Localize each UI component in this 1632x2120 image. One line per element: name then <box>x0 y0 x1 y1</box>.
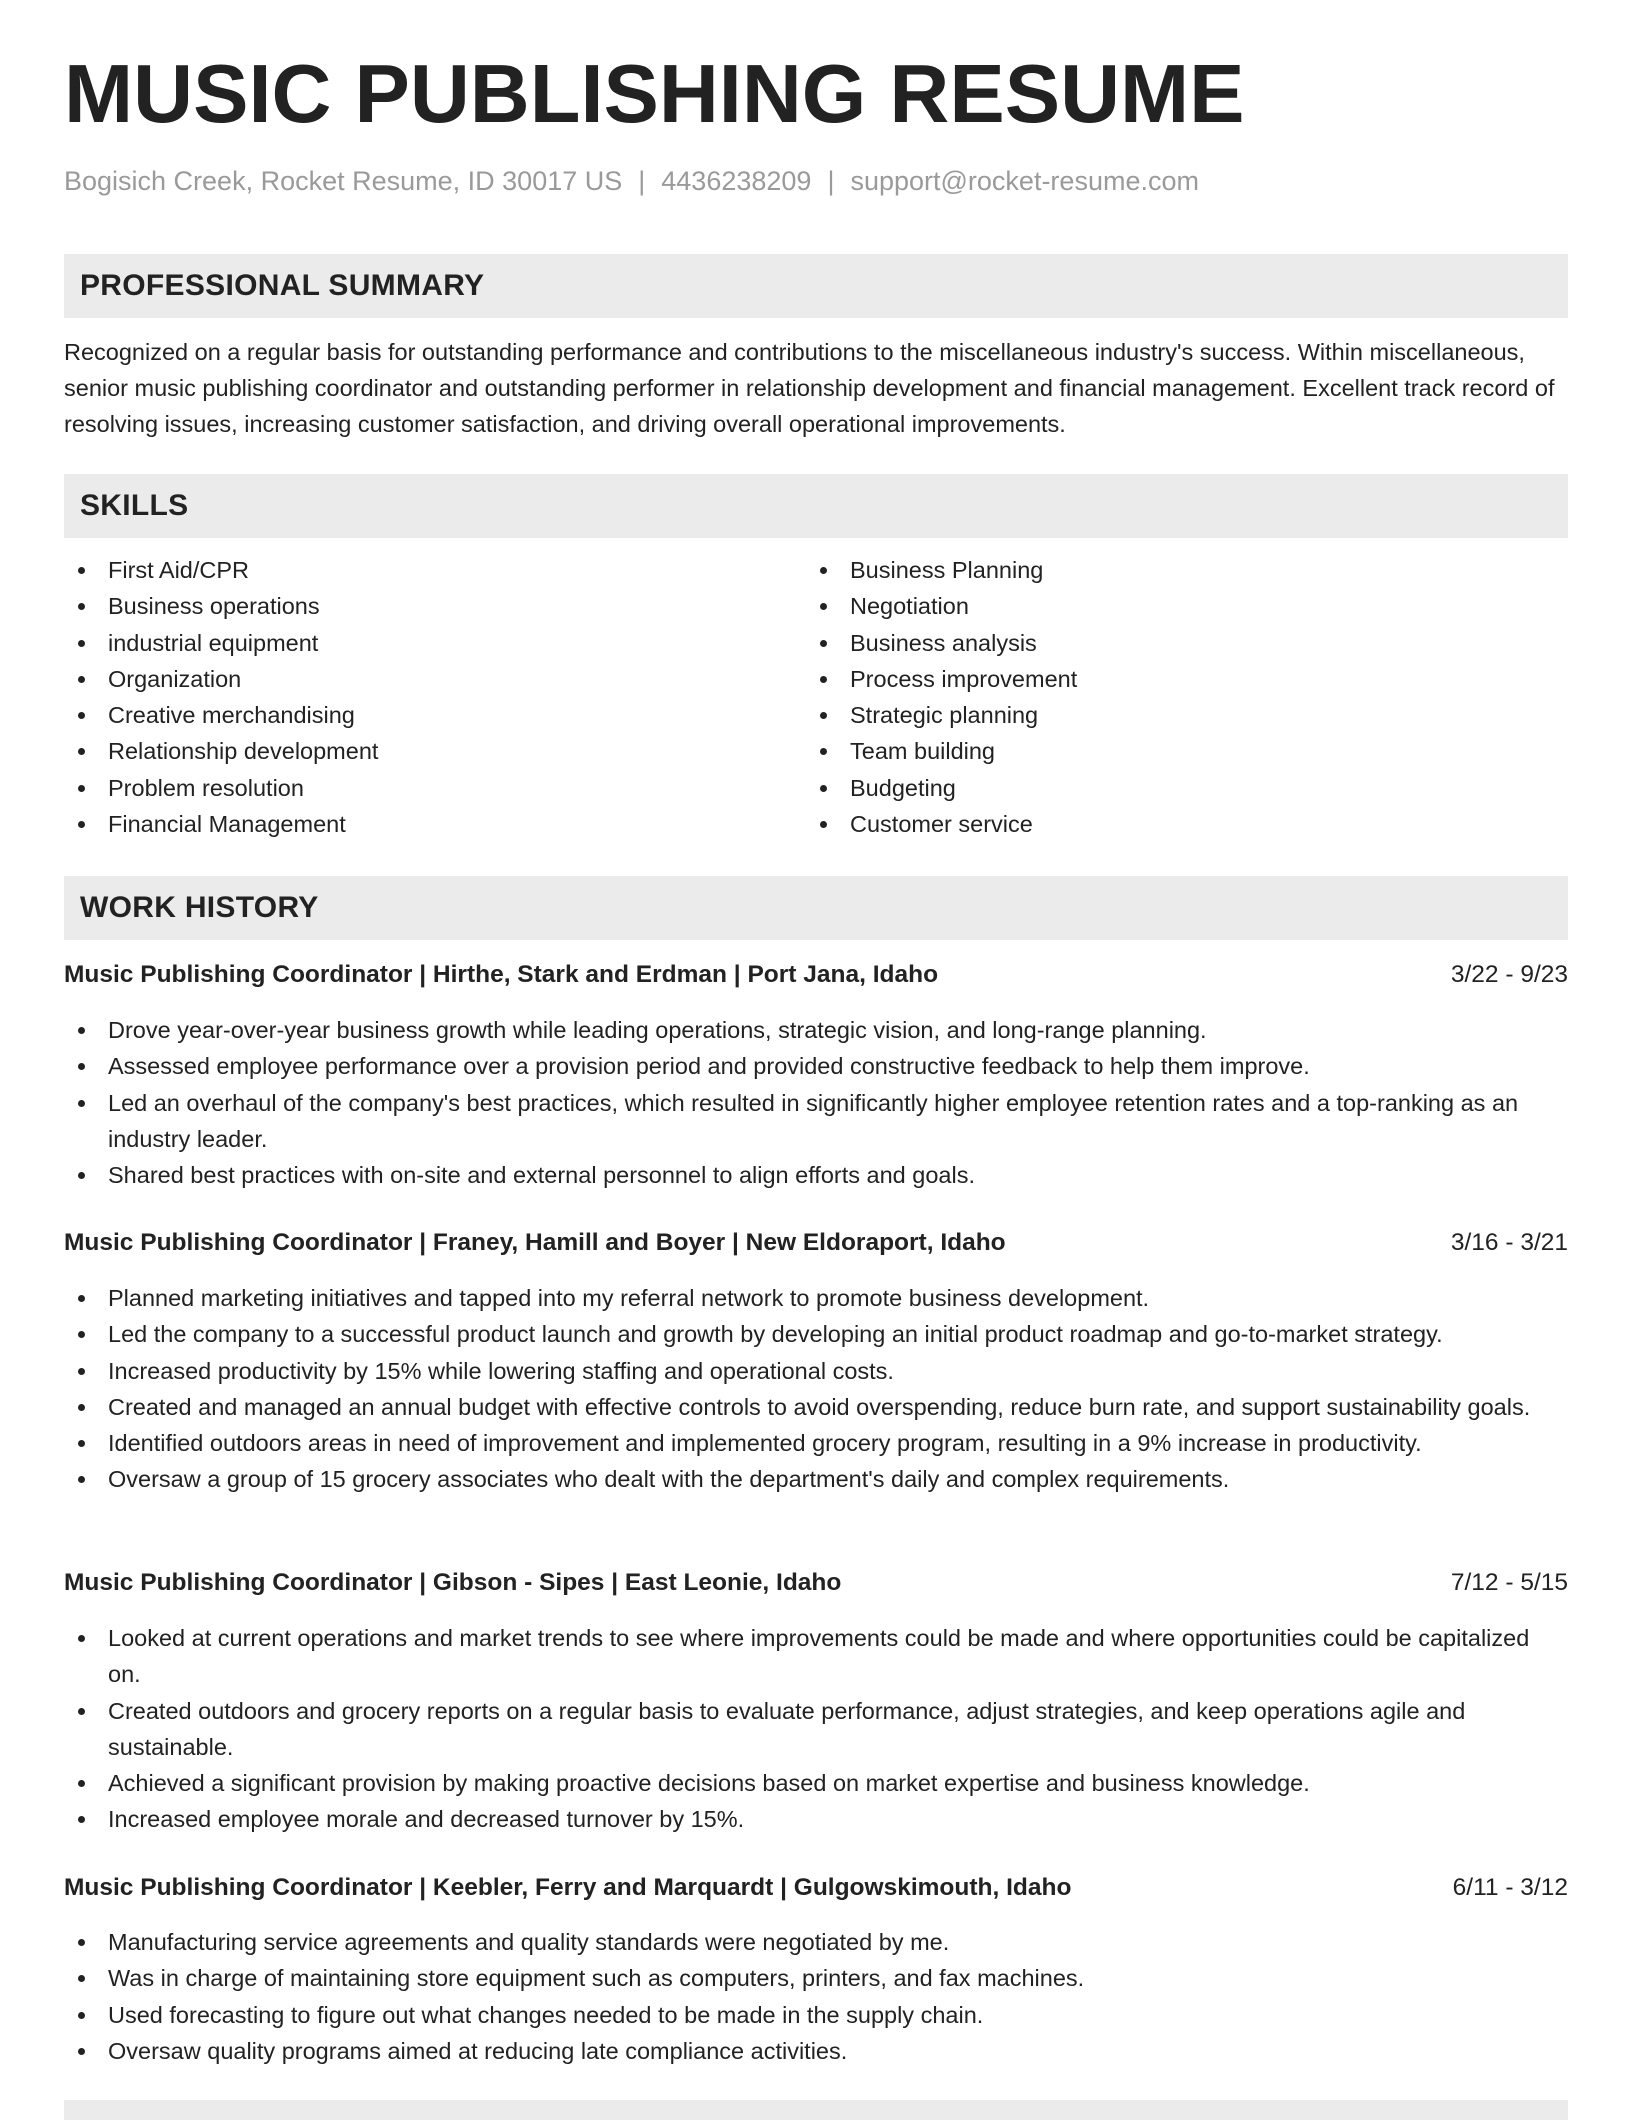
skills-heading: SKILLS <box>80 489 189 522</box>
job-bullets <box>64 1012 1568 1193</box>
job-bullet: Led the company to a successful product launch and growth by developing an initial product roadmap and go-to-market strategy. <box>64 1316 1568 1352</box>
job-title: Music Publishing Coordinator | Franey, Hamill and Boyer | New Eldoraport, Idaho <box>64 1229 1006 1256</box>
work-heading: WORK HISTORY <box>80 891 319 924</box>
next-section-header <box>64 2100 1568 2120</box>
job-bullet: Planned marketing initiatives and tapped into my referral network to promote business development. <box>64 1280 1568 1316</box>
work-section-header <box>64 876 1568 940</box>
phone: 4436238209 <box>661 166 812 196</box>
skill-item: Business operations <box>64 588 378 624</box>
job-bullet: Led an overhaul of the company's best practices, which resulted in significantly higher employee retention rates and a top-ranking as an industry leader. <box>64 1085 1568 1158</box>
skill-item: Team building <box>806 733 1077 769</box>
job-dates: 6/11 - 3/12 <box>1452 1874 1568 1901</box>
job-bullet: Increased productivity by 15% while lowering staffing and operational costs. <box>64 1353 1568 1389</box>
job-bullet: Used forecasting to figure out what changes needed to be made in the supply chain. <box>64 1997 1568 2033</box>
job-bullet: Identified outdoors areas in need of improvement and implemented grocery program, resulting in a 9% increase in productivity. <box>64 1425 1568 1461</box>
contact-separator: | <box>827 166 835 196</box>
skills-list-right <box>806 552 1077 842</box>
job-bullet: Manufacturing service agreements and quality standards were negotiated by me. <box>64 1924 1568 1960</box>
skill-item: Business Planning <box>806 552 1077 588</box>
skill-item: Organization <box>64 661 378 697</box>
contact-separator: | <box>638 166 646 196</box>
job-bullet: Assessed employee performance over a provision period and provided constructive feedback to help them improve. <box>64 1048 1568 1084</box>
skill-item: Business analysis <box>806 625 1077 661</box>
job-bullet: Oversaw quality programs aimed at reducing late compliance activities. <box>64 2033 1568 2069</box>
skill-item: industrial equipment <box>64 625 378 661</box>
job-dates: 3/22 - 9/23 <box>1450 961 1568 988</box>
job-dates: 3/16 - 3/21 <box>1450 1229 1568 1256</box>
job-bullet: Looked at current operations and market trends to see where improvements could be made and where opportunities could be capitalized on. <box>64 1620 1568 1693</box>
resume-title: MUSIC PUBLISHING RESUME <box>64 47 1245 140</box>
job-bullet: Was in charge of maintaining store equipment such as computers, printers, and fax machines. <box>64 1960 1568 1996</box>
job-bullet: Drove year-over-year business growth while leading operations, strategic vision, and long-range planning. <box>64 1012 1568 1048</box>
job-bullet: Shared best practices with on-site and external personnel to align efforts and goals. <box>64 1157 1568 1193</box>
skill-item: Customer service <box>806 806 1077 842</box>
skill-item: First Aid/CPR <box>64 552 378 588</box>
skill-item: Budgeting <box>806 770 1077 806</box>
skill-item: Relationship development <box>64 733 378 769</box>
job-bullet: Created outdoors and grocery reports on a regular basis to evaluate performance, adjust strategies, and keep operations agile and sustainable. <box>64 1693 1568 1766</box>
skill-item: Financial Management <box>64 806 378 842</box>
contact-line <box>64 168 1199 195</box>
address: Bogisich Creek, Rocket Resume, ID 30017 US <box>64 166 623 196</box>
skill-item: Negotiation <box>806 588 1077 624</box>
skill-item: Problem resolution <box>64 770 378 806</box>
job-bullet: Created and managed an annual budget with effective controls to avoid overspending, reduce burn rate, and support sustainability goals. <box>64 1389 1568 1425</box>
summary-text: Recognized on a regular basis for outstanding performance and contributions to the miscellaneous industry's success. Within miscellaneous, senior music publishing coordinator and outstanding performer in relationship development and financial management. Excellent track record of resolving issues, increasing customer satisfaction, and driving overall operational improvements. <box>64 339 1555 437</box>
email: support@rocket-resume.com <box>850 166 1199 196</box>
summary-heading: PROFESSIONAL SUMMARY <box>80 269 485 302</box>
skill-item: Creative merchandising <box>64 697 378 733</box>
summary-section-header <box>64 254 1568 318</box>
job-title: Music Publishing Coordinator | Keebler, Ferry and Marquardt | Gulgowskimouth, Idaho <box>64 1874 1072 1901</box>
skills-section-header <box>64 474 1568 538</box>
job-bullet: Increased employee morale and decreased turnover by 15%. <box>64 1801 1568 1837</box>
skills-list-left <box>64 552 378 842</box>
job-bullet: Achieved a significant provision by making proactive decisions based on market expertise and business knowledge. <box>64 1765 1568 1801</box>
job-dates: 7/12 - 5/15 <box>1450 1569 1568 1596</box>
job-bullets <box>64 1280 1568 1498</box>
job-title: Music Publishing Coordinator | Hirthe, Stark and Erdman | Port Jana, Idaho <box>64 961 939 988</box>
skill-item: Strategic planning <box>806 697 1077 733</box>
job-title: Music Publishing Coordinator | Gibson - Sipes | East Leonie, Idaho <box>64 1569 842 1596</box>
job-bullet: Oversaw a group of 15 grocery associates who dealt with the department's daily and complex requirements. <box>64 1461 1568 1497</box>
job-bullets <box>64 1924 1568 2069</box>
skill-item: Process improvement <box>806 661 1077 697</box>
job-bullets <box>64 1620 1568 1838</box>
